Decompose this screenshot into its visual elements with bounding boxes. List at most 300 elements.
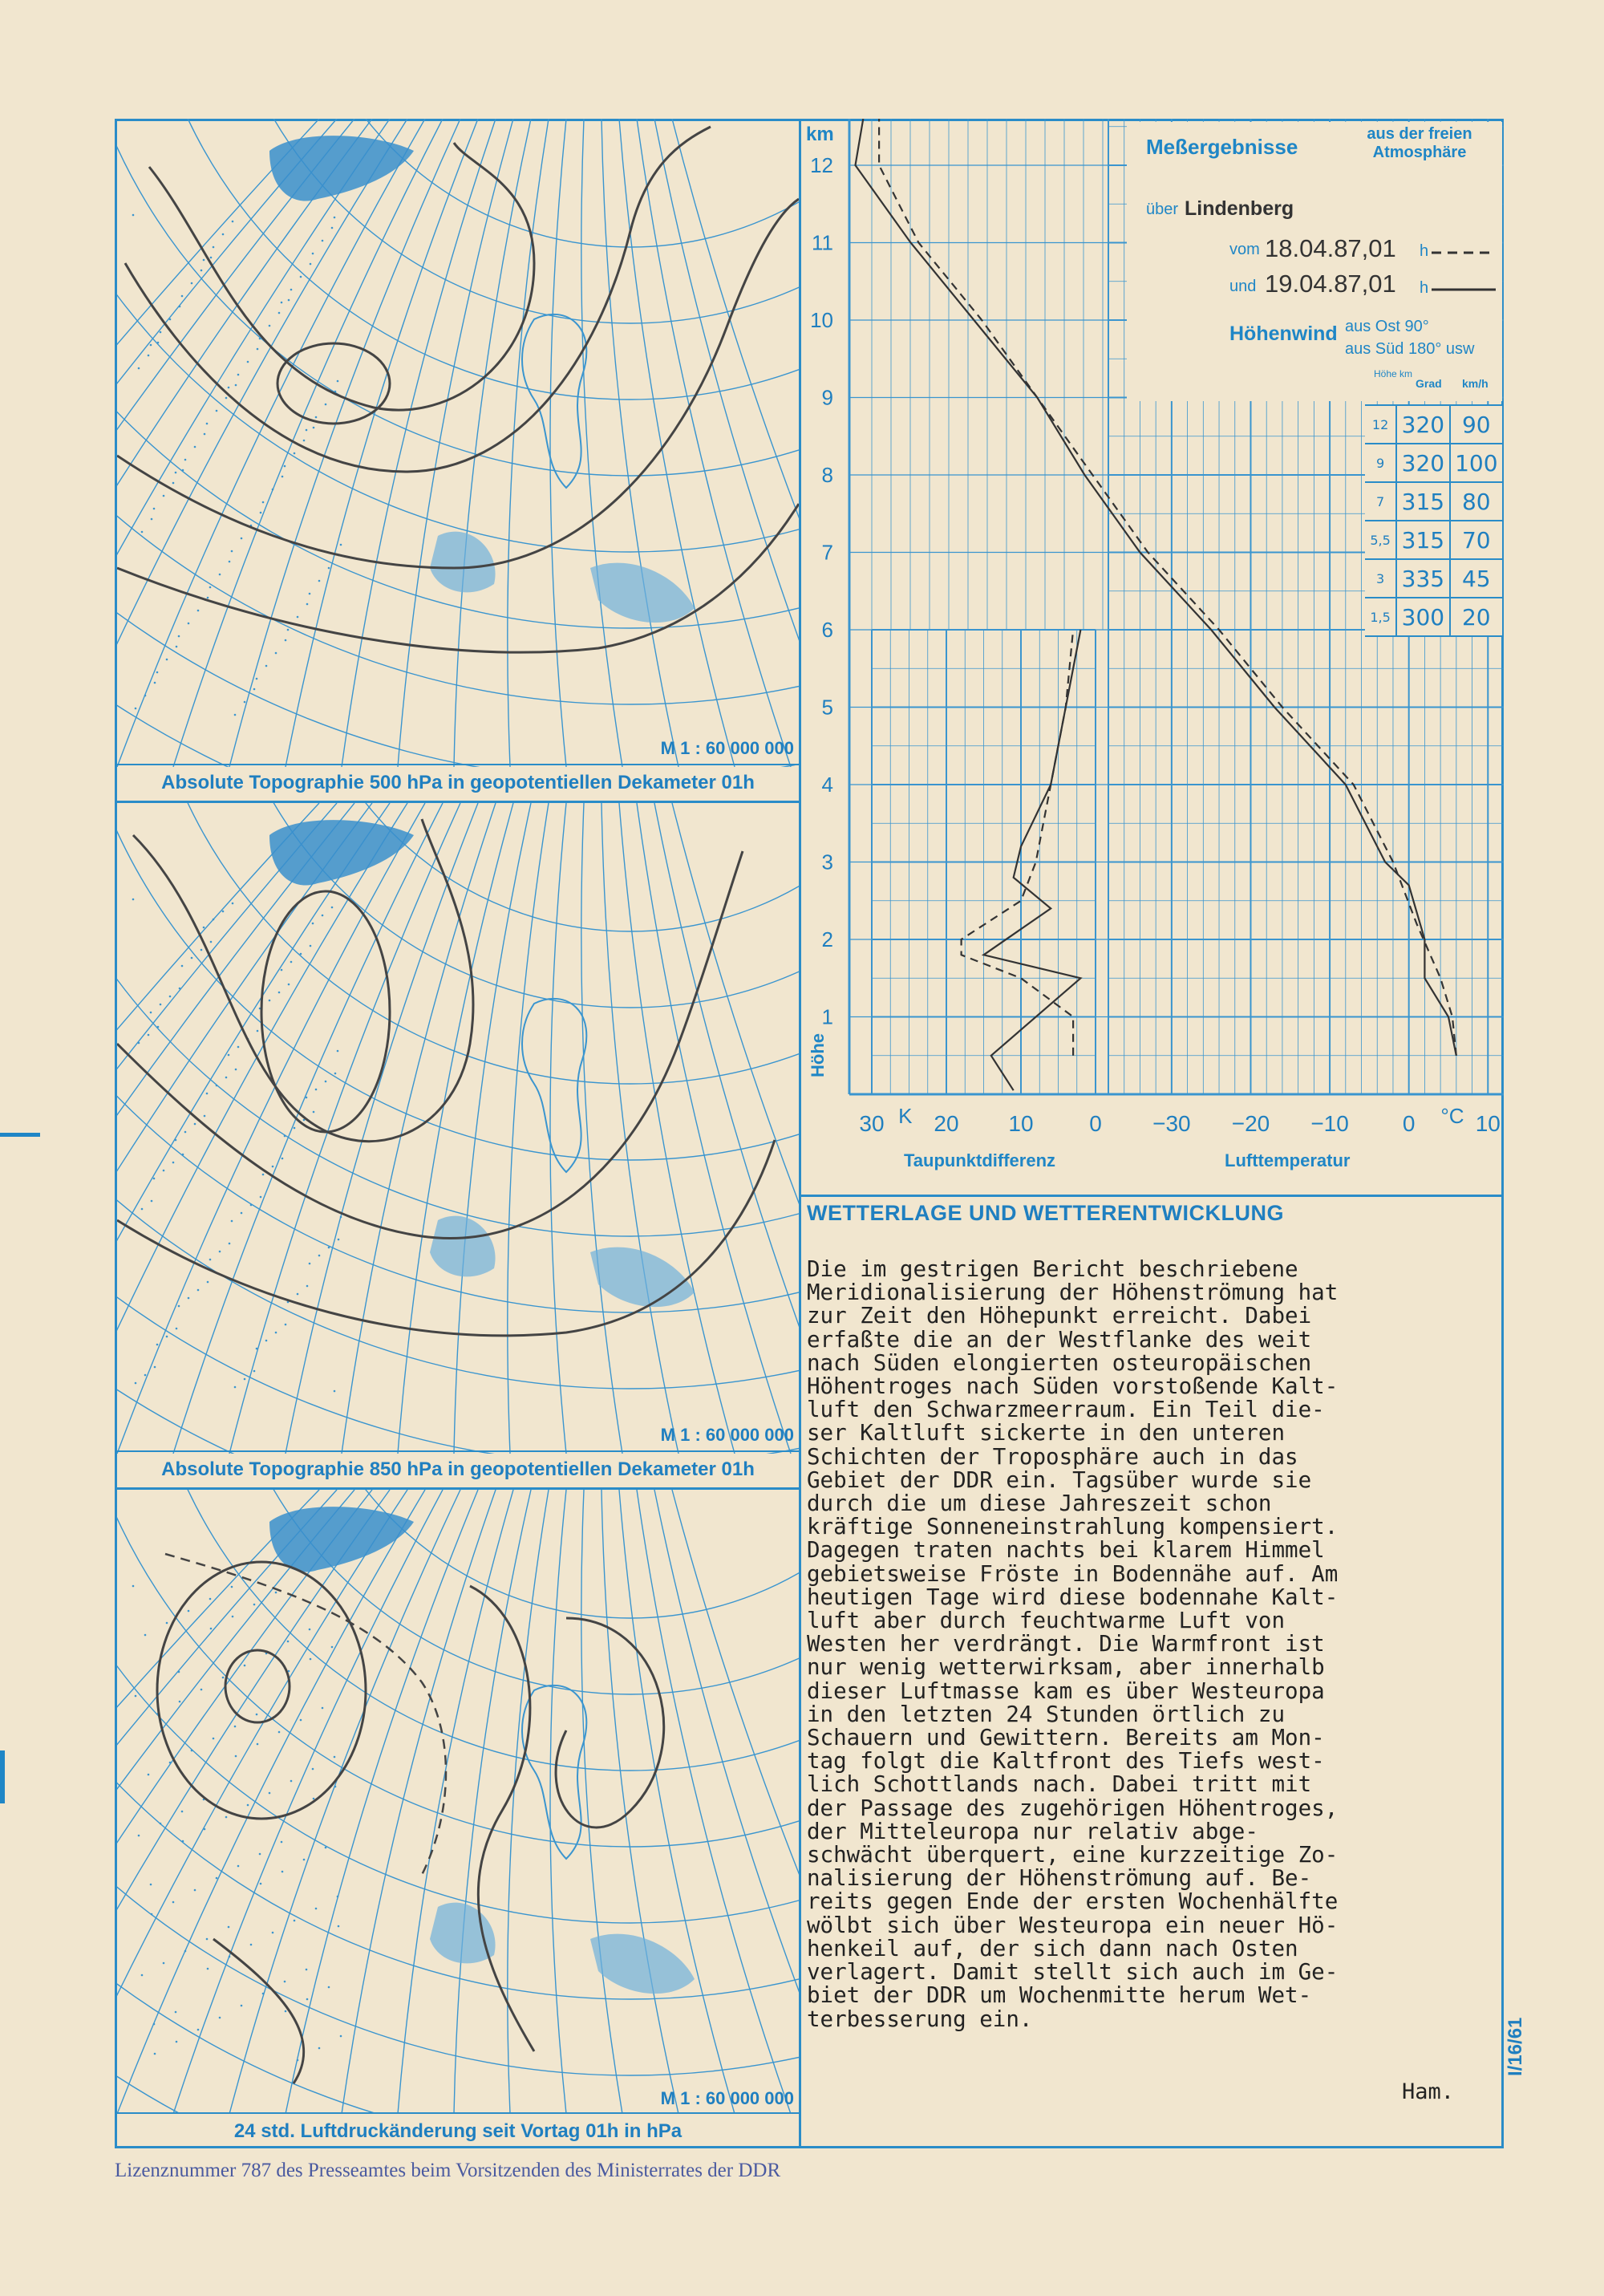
meridian-line xyxy=(637,1490,791,2114)
stipple-dot xyxy=(166,1622,168,1625)
stipple-dot xyxy=(288,984,290,986)
meridian-line xyxy=(117,803,407,1454)
stipple-dot xyxy=(294,452,296,455)
meridian-line xyxy=(508,1490,549,2114)
stipple-dot xyxy=(337,380,339,383)
stipple-dot xyxy=(151,1913,153,1916)
stipple-dot xyxy=(306,603,309,606)
stipple-dot xyxy=(312,1768,314,1771)
stipple-dot xyxy=(278,992,281,994)
stipple-dot xyxy=(160,331,162,334)
stipple-dot xyxy=(257,348,259,351)
stipple-dot xyxy=(132,214,135,217)
stipple-dot xyxy=(306,1097,308,1099)
stipple-dot xyxy=(315,1089,318,1091)
stipple-dot xyxy=(235,1755,237,1758)
map-caption: 24 std. Luftdruckänderung seit Vortag 01h in hPa xyxy=(117,2112,799,2149)
wind-speed: 90 xyxy=(1450,405,1503,444)
map-panel-850hpa xyxy=(117,803,799,1490)
meridian-line xyxy=(117,119,337,767)
y-tick-label: 7 xyxy=(821,540,833,565)
stipple-dot xyxy=(200,949,203,951)
run1-date: 18.04.87,01 xyxy=(1265,234,1396,262)
latitude-line xyxy=(117,1490,799,1923)
stipple-dot xyxy=(169,318,172,321)
coastline-shape xyxy=(430,1216,496,1277)
stipple-dot xyxy=(331,907,334,909)
stipple-dot xyxy=(207,1281,209,1284)
wind-direction: 320 xyxy=(1396,405,1449,444)
stipple-dot xyxy=(287,1641,290,1643)
coastline-shape xyxy=(522,1685,586,1859)
stipple-dot xyxy=(235,1069,237,1071)
stipple-dot xyxy=(216,1085,218,1087)
stipple-dot xyxy=(153,1178,156,1180)
meridian-line xyxy=(398,119,513,767)
stipple-dot xyxy=(181,965,184,967)
stipple-dot xyxy=(135,708,137,710)
stipple-dot xyxy=(204,433,206,436)
stipple-dot xyxy=(309,593,311,595)
stipple-dot xyxy=(148,1034,150,1036)
stipple-dot xyxy=(257,1030,259,1032)
stipple-dot xyxy=(256,1714,258,1716)
footer-license: Lizenznummer 787 des Presseamtes beim Vorsitzenden des Ministerrates der DDR xyxy=(115,2160,781,2181)
stipple-dot xyxy=(175,2011,177,2014)
latitude-line xyxy=(117,1490,799,2114)
stipple-dot xyxy=(300,953,302,955)
latitude-line xyxy=(117,803,799,1454)
stipple-dot xyxy=(222,1677,225,1679)
stipple-dot xyxy=(269,325,271,327)
station-name: Lindenberg xyxy=(1185,197,1294,220)
stipple-dot xyxy=(272,1166,274,1168)
stipple-dot xyxy=(219,574,221,576)
map-500hpa xyxy=(117,119,799,767)
meridian-line xyxy=(117,119,354,767)
stipple-dot xyxy=(213,246,215,249)
stipple-dot xyxy=(219,2017,221,2019)
wind-height: 3 xyxy=(1365,559,1396,598)
meridian-line xyxy=(550,119,566,767)
stipple-dot xyxy=(340,2035,342,2038)
stipple-dot xyxy=(288,299,290,302)
stipple-dot xyxy=(144,1634,147,1637)
stipple-dot xyxy=(257,1743,259,1746)
wind-height: 7 xyxy=(1365,482,1396,521)
map-panel-500hpa xyxy=(117,119,799,803)
x-tick-label: 10 xyxy=(1008,1111,1034,1136)
stipple-dot xyxy=(284,1135,286,1138)
stipple-dot xyxy=(313,1798,315,1800)
stipple-dot xyxy=(244,1665,246,1667)
stipple-dot xyxy=(260,1883,262,1885)
stipple-dot xyxy=(260,512,262,514)
latitude-line xyxy=(117,1490,799,2114)
map-scale: M 1 : 60 000 000 xyxy=(660,2088,794,2108)
stipple-dot xyxy=(160,1004,162,1006)
stipple-dot xyxy=(141,531,144,533)
stipple-dot xyxy=(312,923,314,925)
stipple-dot xyxy=(157,1026,160,1028)
wind-note-east: aus Ost 90° xyxy=(1345,318,1429,335)
meridian-line xyxy=(342,119,496,767)
meridian-line xyxy=(672,119,799,767)
stipple-dot xyxy=(275,652,277,655)
stipple-dot xyxy=(172,1162,175,1164)
run2-date: 19.04.87,01 xyxy=(1265,270,1396,298)
map-scale: M 1 : 60 000 000 xyxy=(660,738,794,758)
stipple-dot xyxy=(325,1847,327,1849)
stipple-dot xyxy=(244,1378,246,1381)
stipple-dot xyxy=(175,472,177,474)
meridian-line xyxy=(342,1490,496,2114)
stipple-dot xyxy=(135,1382,137,1385)
wind-speed: 45 xyxy=(1450,559,1503,598)
x-tick-label: 20 xyxy=(934,1111,959,1136)
wind-header-dir: Grad xyxy=(1416,377,1442,390)
run2-prefix: und xyxy=(1229,278,1257,295)
stipple-dot xyxy=(237,374,240,376)
stipple-dot xyxy=(194,1123,196,1126)
stipple-dot xyxy=(328,1247,330,1249)
contour-line xyxy=(470,1586,534,2051)
stipple-dot xyxy=(260,1196,262,1199)
stipple-dot xyxy=(219,1251,221,1253)
stipple-dot xyxy=(338,1925,340,1928)
stipple-dot xyxy=(188,1610,190,1612)
meridian-line xyxy=(398,1490,513,2114)
wind-table xyxy=(1365,404,1504,637)
meridian-line xyxy=(581,119,622,767)
wind-direction: 315 xyxy=(1396,521,1449,559)
stipple-dot xyxy=(334,217,336,219)
stipple-dot xyxy=(178,1305,180,1308)
stipple-dot xyxy=(241,537,243,540)
stipple-dot xyxy=(210,941,213,943)
stipple-dot xyxy=(281,302,283,304)
stipple-dot xyxy=(309,1263,311,1265)
stipple-dot xyxy=(153,508,156,510)
wind-height: 12 xyxy=(1365,405,1396,444)
stipple-dot xyxy=(182,1154,184,1156)
stipple-dot xyxy=(285,1324,287,1326)
stipple-dot xyxy=(282,1158,284,1160)
contour-line xyxy=(261,891,390,1132)
stipple-dot xyxy=(328,567,330,570)
stipple-dot xyxy=(188,623,190,625)
stipple-dot xyxy=(197,1289,200,1292)
stipple-dot xyxy=(253,1604,256,1606)
stipple-dot xyxy=(253,1370,256,1373)
stipple-dot xyxy=(306,1969,308,1971)
stipple-dot xyxy=(259,338,261,340)
stipple-dot xyxy=(213,919,215,921)
contour-line xyxy=(277,343,390,424)
wind-height: 9 xyxy=(1365,444,1396,482)
wind-direction: 320 xyxy=(1396,444,1449,482)
stipple-dot xyxy=(191,957,193,959)
dewpoint-axis-label: Taupunktdifferenz xyxy=(904,1150,1056,1170)
stipple-dot xyxy=(315,1908,318,1910)
weather-text-body: Die im gestrigen Bericht beschriebene Meridionalisierung der Höhenströmung hat zur Zeit den Höhepunkt erreicht. Dabei erfaßte die an der Westflanke des weit nach Süden elongierten osteuropäischen Höhentroges nach Süden vorstoßende Kalt- luft den Schwarzmeerraum. Ein Teil die- ser Kaltluft sickerte in den unteren Schichten der Troposphäre auch in das Gebiet der DDR ein. Tagsüber wurde sie durch die um diese Jahreszeit schon kräftige Sonneneinstrahlung kompensiert. Dagegen traten nachts bei klarem Himmel gebietsweise Fröste in Bodennähe auf. Am heutigen Tage wird diese bodennahe Kalt- luft aber durch feuchtwarme Luft von Westen her verdrängt. Die Warmfront ist nur wenig wetterwirksam, aber innerhalb dieser Luftmasse kam es über Westeuropa in den letzten 24 Stunden örtlich zu Schauern und Gewittern. Bereits am Mon- tag folgt die Kaltfront des Tiefs west- lich Schottlands nach. Dabei tritt mit der Passage des zugehörigen Höhentroges, der Mitteleuropa nur relativ abge- schwächt überquert, eine kurzzeitige Zo- nalisierung der Höhenströmung auf. Be- reits gegen Ende der ersten Wochenhälfte wölbt sich über Westeuropa ein neuer Hö- henkeil auf, der sich dann nach Osten verlagert. Damit stellt sich auch im Ge- biet der DDR um Wochenmitte herum Wet- terbesserung ein. xyxy=(807,1256,1339,2032)
latitude-line xyxy=(117,803,799,1454)
stipple-dot xyxy=(234,1726,237,1728)
stipple-dot xyxy=(144,1374,147,1377)
wind-speed: 70 xyxy=(1450,521,1503,559)
latitude-line xyxy=(117,119,799,476)
stipple-dot xyxy=(275,1332,277,1334)
station-prefix: über xyxy=(1146,201,1179,218)
stipple-dot xyxy=(225,1816,228,1819)
wind-height: 1,5 xyxy=(1365,598,1396,636)
meridian-line xyxy=(602,1490,678,2114)
stipple-dot xyxy=(297,616,299,619)
meridian-line xyxy=(508,803,549,1454)
stipple-dot xyxy=(259,1853,261,1856)
stipple-dot xyxy=(203,927,205,929)
greenland-shape xyxy=(269,1507,414,1572)
stipple-dot xyxy=(194,446,196,448)
x-tick-label: 10 xyxy=(1475,1111,1501,1136)
stipple-dot xyxy=(151,518,153,521)
stipple-dot xyxy=(229,1956,231,1958)
stipple-dot xyxy=(306,1285,309,1288)
x-tick-label: −10 xyxy=(1310,1111,1349,1136)
map-panel-pressure-change xyxy=(117,1490,799,2149)
section-title: WETTERLAGE UND WETTERENTWICKLUNG xyxy=(807,1201,1284,1225)
wind-height: 5,5 xyxy=(1365,521,1396,559)
margin-mark xyxy=(0,1750,5,1803)
stipple-dot xyxy=(272,489,274,491)
stipple-dot xyxy=(150,344,152,347)
stipple-dot xyxy=(209,586,212,589)
meridian-line xyxy=(581,803,622,1454)
x-tick-label: 0 xyxy=(1402,1111,1416,1136)
stipple-dot xyxy=(222,911,225,913)
wind-speed: 80 xyxy=(1450,482,1503,521)
stipple-dot xyxy=(169,1762,172,1764)
stipple-dot xyxy=(306,429,308,432)
stipple-dot xyxy=(141,1974,144,1977)
stipple-dot xyxy=(241,1212,243,1215)
meridian-line xyxy=(229,1490,460,2114)
stipple-dot xyxy=(150,1884,152,1886)
stipple-dot xyxy=(285,2010,287,2013)
stipple-dot xyxy=(206,1938,209,1941)
stipple-dot xyxy=(204,1828,206,1831)
stipple-dot xyxy=(184,1131,187,1134)
stipple-dot xyxy=(216,410,218,412)
meridian-line xyxy=(550,803,566,1454)
run1-prefix: vom xyxy=(1229,241,1260,258)
map-caption: Absolute Topographie 500 hPa in geopotentiellen Dekameter 01h xyxy=(117,764,799,801)
y-tick-label: 6 xyxy=(821,618,833,642)
stipple-dot xyxy=(150,1012,152,1014)
meridian-line xyxy=(581,1490,622,2114)
map-850hpa xyxy=(117,803,799,1454)
stipple-dot xyxy=(210,1628,213,1630)
stipple-dot xyxy=(172,1901,175,1904)
meridian-line xyxy=(117,1490,337,2114)
stipple-dot xyxy=(160,1823,162,1825)
stipple-dot xyxy=(225,397,228,400)
stipple-dot xyxy=(282,476,284,478)
stipple-dot xyxy=(297,2059,299,2062)
stipple-dot xyxy=(300,276,302,278)
stipple-dot xyxy=(313,427,315,429)
stipple-dot xyxy=(213,1738,215,1740)
stipple-dot xyxy=(310,1658,312,1661)
solid-line-legend xyxy=(1432,287,1496,292)
stipple-dot xyxy=(334,1756,336,1759)
meridian-line xyxy=(117,1490,425,2114)
wind-direction: 300 xyxy=(1396,598,1449,636)
stipple-dot xyxy=(216,1877,218,1880)
stipple-dot xyxy=(197,610,200,612)
stipple-dot xyxy=(272,1932,274,1934)
meridian-line xyxy=(342,803,496,1454)
coastline-shape xyxy=(430,532,496,593)
stipple-dot xyxy=(132,1585,135,1588)
stipple-dot xyxy=(188,1297,190,1300)
stipple-dot xyxy=(237,1865,240,1868)
meridian-line xyxy=(672,803,799,1454)
stipple-dot xyxy=(247,1804,249,1807)
y-tick-label: 12 xyxy=(810,153,833,177)
wind-speed: 20 xyxy=(1450,598,1503,636)
x-tick-label: −30 xyxy=(1152,1111,1191,1136)
stipple-dot xyxy=(306,1998,309,2001)
stipple-dot xyxy=(256,1348,258,1350)
stipple-dot xyxy=(303,1859,306,1861)
wind-row xyxy=(1365,598,1503,636)
stipple-dot xyxy=(197,2029,200,2031)
stipple-dot xyxy=(232,903,234,905)
stipple-dot xyxy=(290,961,293,963)
stipple-dot xyxy=(206,423,209,425)
stipple-dot xyxy=(132,899,135,901)
km-label: km xyxy=(806,124,834,145)
wind-direction: 315 xyxy=(1396,482,1449,521)
stipple-dot xyxy=(328,1986,330,1989)
meridian-line xyxy=(117,119,407,767)
stipple-dot xyxy=(181,1811,184,1813)
stipple-dot xyxy=(203,259,205,262)
stipple-dot xyxy=(262,501,265,504)
stipple-dot xyxy=(191,1750,193,1752)
stipple-dot xyxy=(294,1920,296,1922)
stipple-dot xyxy=(166,1336,168,1338)
stipple-dot xyxy=(154,1366,156,1369)
stipple-dot xyxy=(290,1780,293,1783)
stipple-dot xyxy=(194,1889,196,1892)
stipple-dot xyxy=(169,996,172,998)
wind-note-south: aus Süd 180° usw xyxy=(1345,340,1475,358)
latitude-line xyxy=(117,803,799,1236)
stipple-dot xyxy=(269,1000,271,1002)
latitude-line xyxy=(117,119,799,767)
coastline-shape xyxy=(522,314,586,488)
stipple-dot xyxy=(318,2047,321,2050)
stipple-dot xyxy=(262,1174,265,1176)
stipple-dot xyxy=(290,289,293,291)
wind-speed: 100 xyxy=(1450,444,1503,482)
stipple-dot xyxy=(318,580,321,582)
meridian-line xyxy=(117,803,425,1454)
stipple-dot xyxy=(135,1695,137,1698)
stipple-dot xyxy=(300,1719,302,1722)
y-tick-label: 1 xyxy=(821,1004,833,1029)
latitude-line xyxy=(117,119,799,552)
meridian-line xyxy=(286,119,478,767)
stipple-dot xyxy=(200,270,203,272)
print-code: I/16/61 xyxy=(1505,2017,1526,2076)
meridian-line xyxy=(637,803,791,1454)
dashed-line-legend xyxy=(1432,250,1496,255)
stipple-dot xyxy=(340,1216,342,1219)
stipple-dot xyxy=(281,969,283,972)
stipple-dot xyxy=(287,629,290,631)
meridian-line xyxy=(454,803,531,1454)
y-tick-label: 9 xyxy=(821,385,833,410)
wind-direction: 335 xyxy=(1396,559,1449,598)
stipple-dot xyxy=(178,1671,180,1673)
wind-row xyxy=(1365,559,1503,598)
coastline-shape xyxy=(590,1934,695,1994)
coastline-shape xyxy=(590,1247,695,1307)
stipple-dot xyxy=(156,671,159,674)
meridian-line xyxy=(619,1490,735,2114)
coastline-shape xyxy=(430,1903,496,1964)
meridian-line xyxy=(619,119,735,767)
stipple-dot xyxy=(148,355,150,357)
y-tick-label: 8 xyxy=(821,463,833,487)
stipple-dot xyxy=(163,495,165,497)
greenland-shape xyxy=(269,820,414,885)
stipple-dot xyxy=(181,295,184,298)
stipple-dot xyxy=(284,465,286,468)
wind-header-speed: km/h xyxy=(1462,377,1489,390)
meridian-line xyxy=(637,119,791,767)
stipple-dot xyxy=(247,361,249,363)
stipple-dot xyxy=(179,1701,181,1703)
stipple-dot xyxy=(325,404,327,406)
stipple-dot xyxy=(235,384,237,387)
margin-mark xyxy=(0,1133,40,1137)
stipple-dot xyxy=(234,714,237,716)
dewpoint-unit: K xyxy=(898,1104,913,1128)
sounding-chart xyxy=(801,119,1504,1197)
stipple-dot xyxy=(303,440,306,442)
legend-title: Meßergebnisse xyxy=(1146,135,1298,159)
stipple-dot xyxy=(138,367,140,370)
meridian-line xyxy=(454,119,531,767)
stipple-dot xyxy=(138,1042,140,1045)
wind-row xyxy=(1365,444,1503,482)
stipple-dot xyxy=(204,1115,206,1118)
meridian-line xyxy=(508,119,549,767)
stipple-dot xyxy=(176,1328,178,1330)
x-tick-label: −20 xyxy=(1231,1111,1270,1136)
weather-text-section xyxy=(807,1201,1500,2031)
stipple-dot xyxy=(209,1598,212,1600)
map-caption: Absolute Topographie 850 hPa in geopotentiellen Dekameter 01h xyxy=(117,1450,799,1487)
wind-row xyxy=(1365,405,1503,444)
stipple-dot xyxy=(163,1962,165,1965)
stipple-dot xyxy=(154,2053,156,2055)
temperature-axis-label: Lufttemperatur xyxy=(1225,1150,1351,1170)
